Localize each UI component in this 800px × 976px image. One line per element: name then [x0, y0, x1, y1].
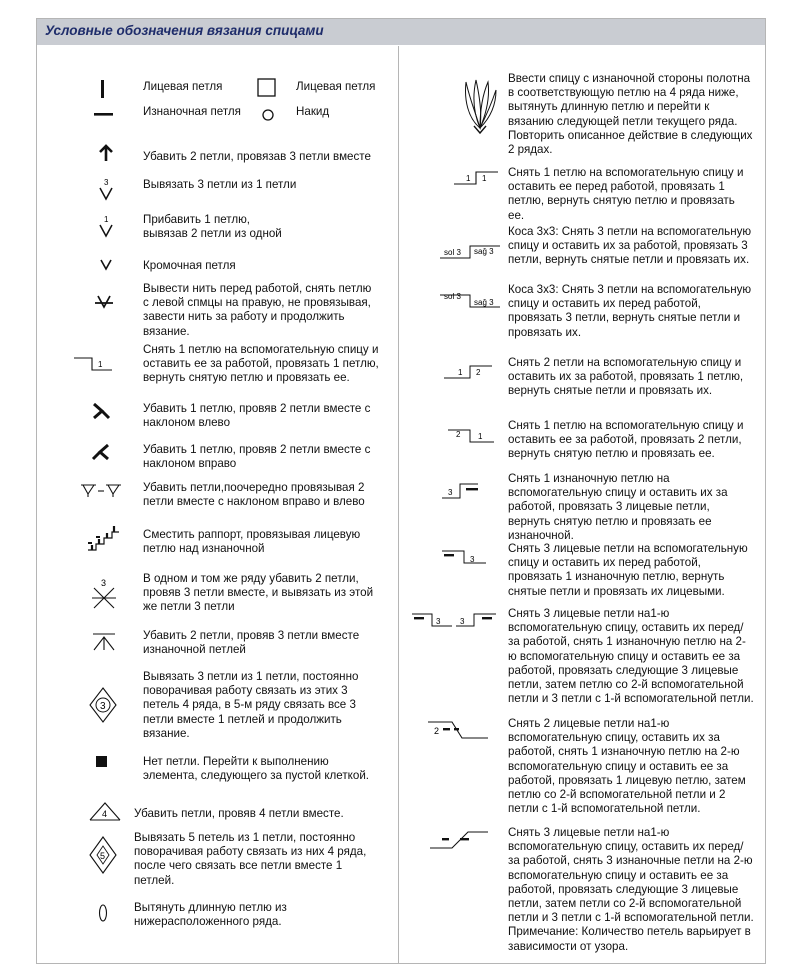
shift-repeat-icon: [86, 520, 122, 554]
legend-text-knit: Лицевая петля: [143, 80, 223, 93]
cable-double-icon: [410, 608, 500, 632]
legend-text-cable-1x1: Снять 1 петлю на вспомогательную спицу и оставить ее за работой, провязать 1 петлю, вернуть снятую петлю и провязать ее.: [143, 343, 379, 385]
purl-3-together-icon: [90, 631, 118, 653]
bobble-3-icon: [88, 686, 118, 724]
legend-text-cable-double: Снять 3 лицевые петли на1-ю вспомогательную спицу, оставить их перед/за работой, снять 1 изнаночную петлю на 2-ю вспомогательную спицу и оставить ее за работой, провязать следующие 3 лицевые петли, затем петлю со 2-й вспомогательной петли и 3 петли с 1-й вспомогательной петли.: [508, 607, 754, 706]
svg-text:3: 3: [436, 617, 441, 626]
svg-text:1: 1: [458, 368, 463, 377]
legend-text-k3tog: Убавить 2 петли, провязав 3 петли вместе: [143, 150, 371, 163]
decrease-3-together-arrow-icon: [97, 143, 115, 163]
svg-text:3: 3: [101, 578, 107, 588]
legend-text-cable-3x3-front: Коса 3х3: Снять 3 петли на вспомогательную спицу и оставить их перед работой, провязать 3 петли, вернуть снятые петли и провязать их.: [508, 283, 752, 339]
cable-2x1-icon: [442, 360, 498, 384]
svg-text:sol 3: sol 3: [444, 292, 461, 301]
svg-text:2: 2: [476, 368, 481, 377]
svg-text:5: 5: [100, 851, 106, 861]
knit-stitch-bar-icon: [96, 78, 110, 100]
cable-knit-front-icon: [440, 545, 488, 567]
no-stitch-square-icon: [94, 754, 110, 770]
legend-text-k2tog: Убавить 1 петлю, провяв 2 петли вместе с наклоном вправо: [143, 443, 371, 471]
legend-text-edge: Кромочная петля: [143, 259, 236, 272]
knit-stitch-box-icon: [256, 77, 278, 99]
legend-text-cable-purl: Снять 1 изнаночную петлю на вспомогательную спицу и оставить их за работой, провязать 3 лицевые петли, вернуть снятую петлю и провязать ее изнаночной.: [508, 472, 728, 542]
purl-stitch-dash-icon: [92, 108, 116, 120]
increase-1-icon: [97, 213, 115, 239]
alternating-decrease-icon: [78, 480, 124, 502]
column-divider: [398, 46, 399, 963]
legend-text-no-stitch: Нет петли. Перейти к выполнению элемента, следующего за пустой клеткой.: [143, 755, 370, 783]
legend-text-cable-2x1: Снять 2 петли на вспомогательную спицу и оставить их за работой, провязать 1 петлю, вернуть снятые петли и провязать их.: [508, 356, 744, 398]
legend-text-make1: Прибавить 1 петлю, вывязав 2 петли из одной: [143, 213, 282, 241]
slip-stitch-yarn-front-icon: [93, 293, 115, 311]
title-bar: [37, 19, 765, 45]
svg-text:1: 1: [478, 432, 483, 441]
legend-text-long-loop: Вытянуть длинную петлю из нижерасположенного ряда.: [134, 901, 287, 929]
legend-text-cable-knit: Снять 3 лицевые петли на вспомогательную спицу и оставить их перед работой, провязать 1 изнаночную петлю, вернуть снятые петли и провязать их лицевыми.: [508, 542, 748, 598]
svg-text:2: 2: [456, 430, 461, 439]
decrease-increase-3-icon: [90, 576, 118, 610]
legend-text-ssk: Убавить 1 петлю, провяв 2 петли вместе с наклоном влево: [143, 402, 371, 430]
decrease-left-slant-icon: [90, 400, 112, 422]
svg-text:2: 2: [434, 726, 440, 736]
legend-text-cable-front: Снять 1 петлю на вспомогательную спицу и оставить ее перед работой, провязать 1 петлю, вернуть снятую петлю и провязать ее.: [508, 166, 744, 222]
legend-text-cable-3x3-purl: Снять 3 лицевые петли на1-ю вспомогательную спицу, оставить их перед/за работой, снять 3 изнаночные петли на 2-ю вспомогательную спицу и оставить ее за работой, провязать следующие 3 лицевые петли, затем петли со 2-й вспомогательной петли и 3 петли с 1-й вспомогательной петли. Примечание: Количество петель варьирует в зависимости от узора.: [508, 826, 754, 953]
legend-text-cable-2-1-1: Снять 2 лицевые петли на1-ю вспомогательную спицу, оставить их за работой, снять 1 изнаночную петлю на 2-ю вспомогательную спицу и оставить ее за работой, провязать 1 лицевую петлю, затем петлю со 2-й вспомогательной петли и 2 петли с 1-й вспомогательной петли.: [508, 717, 746, 816]
legend-text-make3: Вывязать 3 петли из 1 петли: [143, 178, 297, 191]
svg-text:3: 3: [470, 555, 475, 564]
cable-2-1-1-icon: [426, 718, 492, 744]
svg-text:sol 3: sol 3: [444, 248, 461, 257]
svg-text:3: 3: [100, 701, 106, 712]
increase-3-from-1-icon: [97, 176, 115, 202]
svg-text:3: 3: [104, 178, 109, 187]
cable-3x3-purl-icon: [428, 828, 490, 854]
decrease-right-slant-icon: [90, 441, 112, 463]
svg-text:3: 3: [448, 488, 453, 497]
svg-text:1: 1: [98, 360, 103, 369]
cable-3x3-behind-icon: [438, 238, 502, 264]
svg-text:3: 3: [460, 617, 465, 626]
cable-1x1-front-icon: [452, 166, 502, 192]
svg-text:sağ 3: sağ 3: [474, 298, 494, 307]
svg-text:1: 1: [482, 174, 487, 183]
elongated-loops-icon: [458, 78, 502, 136]
legend-text-alt-decrease: Убавить петли,поочередно провязывая 2 петли вместе с наклоном вправо и влево: [143, 481, 365, 509]
legend-text-yarn-over: Накид: [296, 105, 330, 118]
bobble-5-icon: [88, 835, 118, 875]
legend-text-bobble5: Вывязать 5 петель из 1 петли, постоянно поворачивая работу связать из них 4 ряда, после чего связать все петли вместе 1 петлей.: [134, 831, 367, 887]
yarn-over-circle-icon: [260, 107, 276, 123]
legend-text-3in1: В одном и том же ряду убавить 2 петли, провяв 3 петли вместе, и вывязать из этой же петли 3 петли: [143, 572, 374, 614]
svg-text:4: 4: [102, 809, 108, 819]
long-loop-oval-icon: [96, 902, 110, 924]
legend-text-p3tog: Убавить 2 петли, провяв 3 петли вместе изнаночной петлей: [143, 629, 360, 657]
legend-text-shift: Сместить раппорт, провязывая лицевую петлю над изнаночной: [143, 528, 361, 556]
edge-stitch-v-icon: [98, 257, 114, 271]
svg-text:sağ 3: sağ 3: [474, 247, 494, 256]
cable-1x2-icon: [446, 424, 498, 448]
decrease-4-together-icon: [88, 799, 122, 823]
legend-text-purl: Изнаночная петля: [143, 105, 241, 118]
legend-text-knit-box: Лицевая петля: [296, 80, 376, 93]
legend-text-drop-loop: Ввести спицу с изнаночной стороны полотна в соответствующую петлю на 4 ряда ниже, вытянуть длинную петлю и перейти к вязанию следующей петли текущего ряда. Повторить описанное действие в следующих 2 рядах.: [508, 72, 753, 157]
cable-3x3-front-icon: [438, 287, 502, 313]
svg-text:1: 1: [466, 174, 471, 183]
legend-text-cable-1x2: Снять 1 петлю на вспомогательную спицу и оставить ее за работой, провязать 2 петли, вернуть снятую петлю и провязать ее.: [508, 419, 744, 461]
page-title: Условные обозначения вязания спицами: [45, 23, 324, 38]
legend-text-bobble3: Вывязать 3 петли из 1 петли, постоянно поворачивая работу связать из этих 3 петель 4 ряда, в 5-м ряду связать все 3 петли вместе 1 петлей и продолжить вязание.: [143, 670, 359, 740]
legend-text-slip: Вывести нить перед работой, снять петлю с левой спмцы на правую, не провязывая, завести нить за работу и продолжить вязание.: [143, 282, 372, 338]
cable-purl-behind-icon: [440, 478, 486, 502]
legend-text-dec4: Убавить петли, провяв 4 петли вместе.: [134, 807, 344, 820]
svg-text:1: 1: [104, 215, 109, 224]
legend-text-cable-3x3-back: Коса 3х3: Снять 3 петли на вспомогательную спицу и оставить их за работой, провязать 3 петли, вернуть снятые петли и провязать их.: [508, 225, 752, 267]
cable-1x1-behind-icon: [70, 352, 114, 378]
